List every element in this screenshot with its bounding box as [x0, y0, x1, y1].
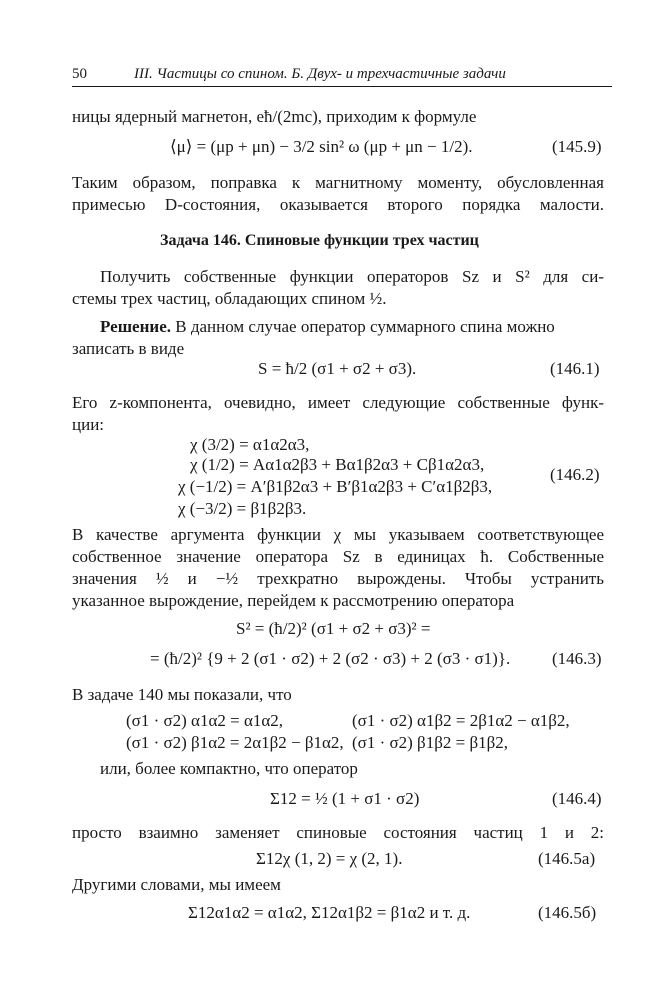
text-line: Другими словами, мы имеем — [72, 875, 281, 894]
text-line: стемы трех частиц, обладающих спином ½. — [72, 289, 387, 308]
text-line: собственное значение оператора Sz в единицах ħ. Собственные — [72, 547, 604, 566]
equation-number: (145.9) — [552, 137, 602, 156]
equation-145-9: ⟨μ⟩ = (μp + μn) − 3/2 sin² ω (μp + μn − 1/2). — [170, 137, 473, 156]
equation-number: (146.2) — [550, 465, 600, 484]
text-line: Его z-компонента, очевидно, имеет следующие собственные функ- — [72, 393, 604, 412]
equation-146-4: Σ12 = ½ (1 + σ1 · σ2) — [270, 789, 420, 808]
text-line: просто взаимно заменяет спиновые состояния частиц 1 и 2: — [72, 823, 604, 842]
text-line: примесью D-состояния, оказывается второго порядка малости. — [72, 195, 604, 214]
text-line: записать в виде — [72, 339, 185, 358]
text-line: значения ½ и −½ трехкратно вырождены. Чтобы устранить — [72, 569, 604, 588]
text-line: или, более компактно, что оператор — [100, 759, 358, 778]
equation-140-line: (σ1 · σ2) α1α2 = α1α2, — [126, 711, 284, 730]
text-line: Получить собственные функции операторов Sz и S² для си- — [100, 267, 604, 286]
text-line: В задаче 140 мы показали, что — [72, 685, 292, 704]
text-line: ницы ядерный магнетон, eħ/(2mc), приходим к формуле — [72, 107, 477, 126]
equation-146-2-line: χ (−1/2) = A′β1β2α3 + B′β1α2β3 + C′α1β2β3, — [178, 477, 493, 496]
equation-146-2-line: χ (1/2) = Aα1α2β3 + Bα1β2α3 + Cβ1α2α3, — [190, 455, 485, 474]
task-title: Задача 146. Спиновые функции трех частиц — [160, 232, 479, 249]
equation-number: (146.1) — [550, 359, 600, 378]
equation-146-5a: Σ12χ (1, 2) = χ (2, 1). — [256, 849, 403, 868]
equation-146-1: S = ħ/2 (σ1 + σ2 + σ3). — [258, 359, 417, 378]
equation-146-3-line: S² = (ħ/2)² (σ1 + σ2 + σ3)² = — [236, 619, 431, 638]
equation-140-line: (σ1 · σ2) β1β2 = β1β2, — [352, 733, 508, 752]
text-line: В качестве аргумента функции χ мы указываем соответствующее — [72, 525, 604, 544]
page-number: 50 — [72, 66, 87, 82]
equation-146-3-line: = (ħ/2)² {9 + 2 (σ1 · σ2) + 2 (σ2 · σ3) + 2 (σ3 · σ1)}. — [150, 649, 511, 668]
text-line: ции: — [72, 415, 105, 434]
solution-label: Решение. — [100, 317, 171, 336]
equation-140-line: (σ1 · σ2) α1β2 = 2β1α2 − α1β2, — [352, 711, 570, 730]
equation-number: (146.3) — [552, 649, 602, 668]
text-line: указанное вырождение, перейдем к рассмотрению оператора — [72, 591, 515, 610]
equation-number: (146.5б) — [538, 903, 597, 922]
text-line — [100, 316, 604, 338]
running-title: III. Частицы со спином. Б. Двух- и трехчастичные задачи — [134, 66, 506, 82]
running-header — [72, 64, 612, 87]
equation-number: (146.4) — [552, 789, 602, 808]
text-fragment: В данном случае оператор суммарного спина можно — [171, 317, 555, 336]
equation-146-2-line: χ (−3/2) = β1β2β3. — [178, 499, 307, 518]
text-line: Таким образом, поправка к магнитному моменту, обусловленная — [72, 173, 604, 192]
equation-146-2-line: χ (3/2) = α1α2α3, — [190, 435, 310, 454]
equation-number: (146.5а) — [538, 849, 596, 868]
equation-146-5b: Σ12α1α2 = α1α2, Σ12α1β2 = β1α2 и т. д. — [188, 903, 471, 922]
equation-140-line: (σ1 · σ2) β1α2 = 2α1β2 − β1α2, — [126, 733, 344, 752]
